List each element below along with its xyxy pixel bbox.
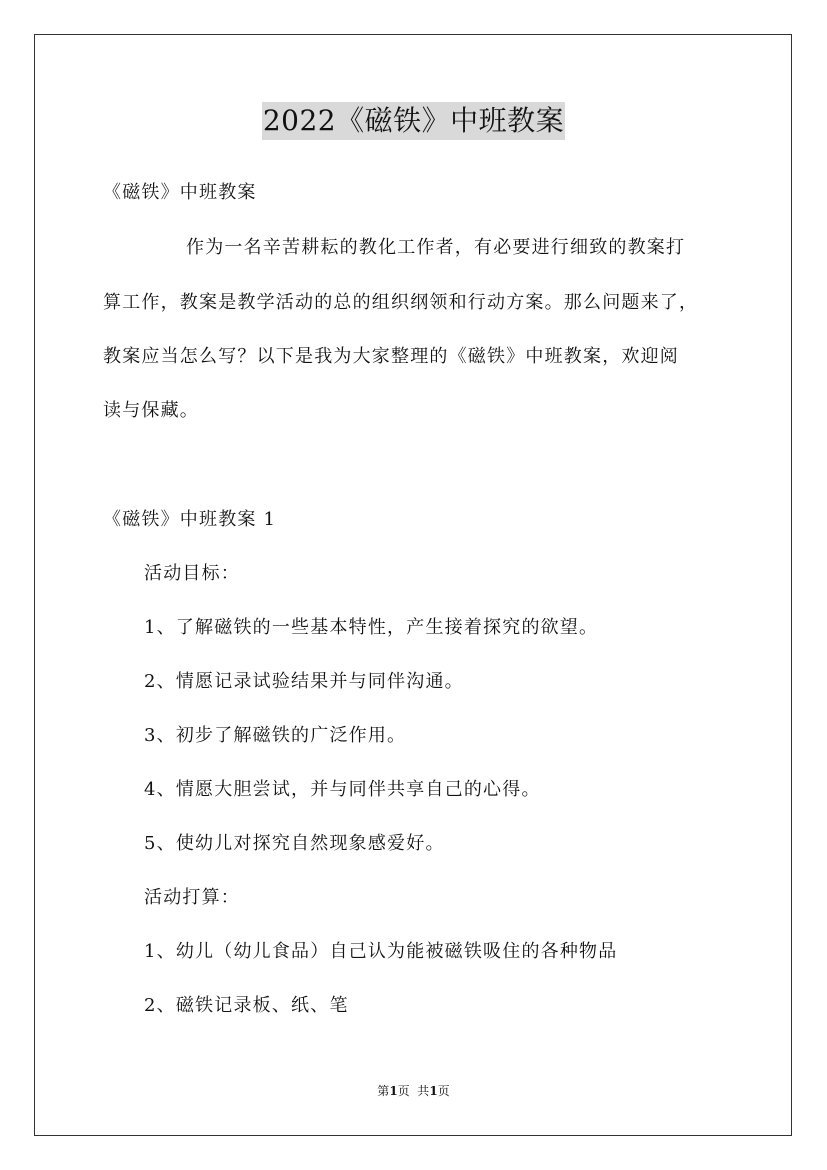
title-container xyxy=(0,102,827,140)
intro-line-4: 读与保藏。 xyxy=(103,400,199,421)
footer-middle: 页 共 xyxy=(397,1084,430,1098)
intro-line-2: 算工作，教案是教学活动的总的组织纲领和行动方案。那么问题来了， xyxy=(103,292,699,313)
document-title: 2022《磁铁》中班教案 xyxy=(262,102,565,140)
footer-suffix: 页 xyxy=(437,1084,450,1098)
intro-line-1: 作为一名辛苦耕耘的教化工作者，有必要进行细致的教案打 xyxy=(186,237,686,258)
goal-item-1: 1、了解磁铁的一些基本特性，产生接着探究的欲望。 xyxy=(144,617,599,638)
prep-label: 活动打算： xyxy=(144,887,240,908)
intro-line-3: 教案应当怎么写？以下是我为大家整理的《磁铁》中班教案，欢迎阅 xyxy=(103,346,679,367)
footer-prefix: 第 xyxy=(377,1084,390,1098)
prep-item-2: 2、磁铁记录板、纸、笔 xyxy=(144,995,349,1016)
prep-item-1: 1、幼儿（幼儿食品）自己认为能被磁铁吸住的各种物品 xyxy=(144,941,618,962)
section-heading-1: 《磁铁》中班教案 1 xyxy=(103,509,277,530)
document-subtitle: 《磁铁》中班教案 xyxy=(103,182,257,203)
footer-total-pages: 1 xyxy=(429,1084,438,1098)
goal-item-3: 3、初步了解磁铁的广泛作用。 xyxy=(144,725,407,746)
goal-item-4: 4、情愿大胆尝试，并与同伴共享自己的心得。 xyxy=(144,779,541,800)
footer-page-number: 1 xyxy=(389,1084,398,1098)
goal-item-5: 5、使幼儿对探究自然现象感爱好。 xyxy=(144,833,445,854)
goals-label: 活动目标： xyxy=(144,563,240,584)
goal-item-2: 2、情愿记录试验结果并与同伴沟通。 xyxy=(144,671,464,692)
page-footer xyxy=(0,1083,827,1099)
